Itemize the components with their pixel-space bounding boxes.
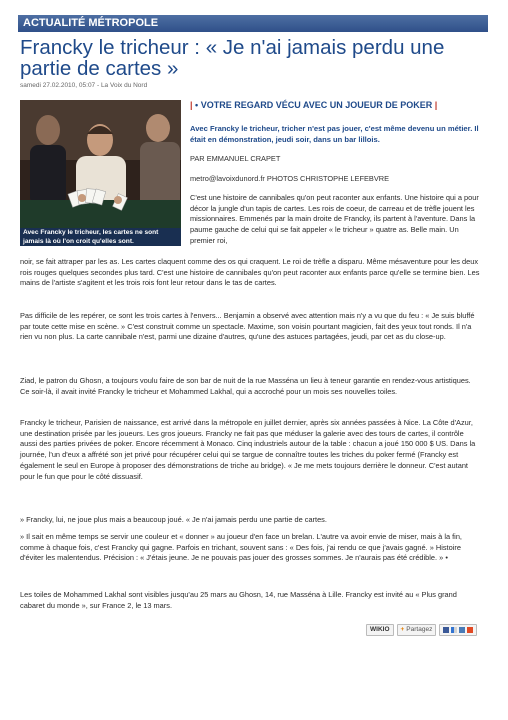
stumble-icon — [467, 627, 473, 633]
wikio-button[interactable]: WIKIO — [366, 624, 394, 636]
article-title: Francky le tricheur : « Je n'ai jamais perdu une partie de cartes » — [20, 36, 445, 80]
paragraph-2: Pas difficile de les repérer, ce sont les trois cartes à l'envers... Benjamin a observé avec attention mais n'y a vu que du feu : « Je suis bluffé par toute cette mise en scène. » C'est construit comme un spectacle. Maxime, son voisin pourtant magicien, fait des yeux tout ronds. Il n'a rien vu non plus. La carte cannibale n'est, parmi une dizaine d'autres, qu'une des astuces partagées, jeudi, par cet as du close-up. — [20, 311, 475, 342]
kicker-heading — [190, 100, 437, 110]
photo-caption: Avec Francky le tricheur, les cartes ne sont jamais là où l'on croit qu'elles sont. — [20, 228, 181, 246]
kicker-separator-right: | — [434, 100, 438, 110]
article-photo — [20, 100, 181, 246]
article-author: PAR EMMANUEL CRAPET — [190, 154, 281, 163]
kicker-separator-left: | — [190, 100, 193, 110]
facebook-icon — [443, 627, 449, 633]
article-lede: Avec Francky le tricheur, tricher n'est pas jouer, c'est même devenu un métier. Il était en démonstration, jeudi soir, dans un bar lillois. — [190, 124, 479, 144]
paragraph-4: Francky le tricheur, Parisien de naissance, est arrivé dans la métropole en juillet dernier, après six années passées à Nice. La Côte d'Azur, une destination prisée par les joueurs. Les gros joueurs. Francky ne fait pas que méduser la galerie avec des tours de cartes, il contrôle aussi des parties privées de poker. Encore récemment à Monaco. Cinq industriels autour de la table : chacun a joué 150 000 $ US. Dans la journée, l'un d'eux a affrété son jet privé pour récupérer celui qui se targue de connaître toutes les triches du poker fermé (Francky est également le seul en Europe à proposer des démonstrations de triche au bridge). « Je me mets toujours derrière le donneur. C'est autant pour le fun que pour le côté dissuasif. — [20, 418, 476, 481]
share-button[interactable] — [397, 624, 437, 636]
paragraph-5: » Francky, lui, ne joue plus mais a beaucoup joué. « Je n'ai jamais perdu une partie de cartes. — [20, 515, 327, 524]
paragraph-1-part-1: C'est une histoire de cannibales qu'on peut raconter aux enfants. Une histoire qui a pour décor la jungle d'un tapis de cartes. Les rois de coeur, de carreau et de trèfle jouent les missionnaires. Emmenés par la main droite de Francky, ils partent à l'aventure. Dans la paume gauche de celui qui se fait appeler « le tricheur » quatre as. Belle main. Un premier roi, — [190, 193, 479, 245]
paragraph-3: Ziad, le patron du Ghosn, a toujours voulu faire de son bar de nuit de la rue Masséna un lieu à teneur garantie en rendez-vous artistiques. Ce soir-là, il avait invité Francky le tricheur et Mohammed Lakhal, qui a accroché pour un mois ses nouvelles toiles. — [20, 376, 471, 396]
social-icons[interactable] — [439, 624, 477, 636]
kicker-text: • VOTRE REGARD VÉCU AVEC UN JOUEUR DE POKER — [195, 100, 433, 110]
paragraph-6: » Il sait en même temps se servir une couleur et « donner » au joueur d'en face un brelan. L'autre va avoir envie de miser, mais à la fin, comme à chaque fois, c'est Francky qui gagne. Parfois en trichant, souvent sans : « Des fois, j'ai rendu ce que j'avais gagné. » Histoire d'éviter les malentendus. Précision : « J'étais jeune. Je ne pouvais pas jouer des grosses sommes. Je n'aurais pas été crédible. » • — [20, 532, 462, 563]
paragraph-1-part-2: noir, se fait attraper par les as. Les cartes claquent comme des os qui craquent. Le roi de trèfle a disparu. Même mésaventure pour les deux rois rouges quelques secondes plus tard. C'est une histoire de cannibales qu'on peut raconter aux enfants parce qu'elle se termine bien. Les mains de l'artiste s'agitent et les trois rois font leur retour dans le tas de cartes. — [20, 257, 480, 288]
paragraph-7: Les toiles de Mohammed Lakhal sont visibles jusqu'au 25 mars au Ghosn, 14, rue Masséna à Lille. Francky est invité au « Plus grand cabaret du monde », sur France 2, le 13 mars. — [20, 590, 457, 610]
share-toolbar — [366, 624, 477, 636]
photo-illustration — [20, 100, 181, 246]
digg-icon — [459, 627, 465, 633]
section-header[interactable]: ACTUALITÉ MÉTROPOLE — [18, 15, 488, 32]
photo-credit[interactable]: metro@lavoixdunord.fr PHOTOS CHRISTOPHE LEFEBVRE — [190, 174, 390, 183]
article-byline: samedi 27.02.2010, 05:07 - La Voix du Nord — [20, 82, 148, 89]
share-label: Partagez — [406, 626, 433, 633]
share-plus-icon: + — [400, 626, 405, 633]
delicious-icon — [451, 627, 457, 633]
